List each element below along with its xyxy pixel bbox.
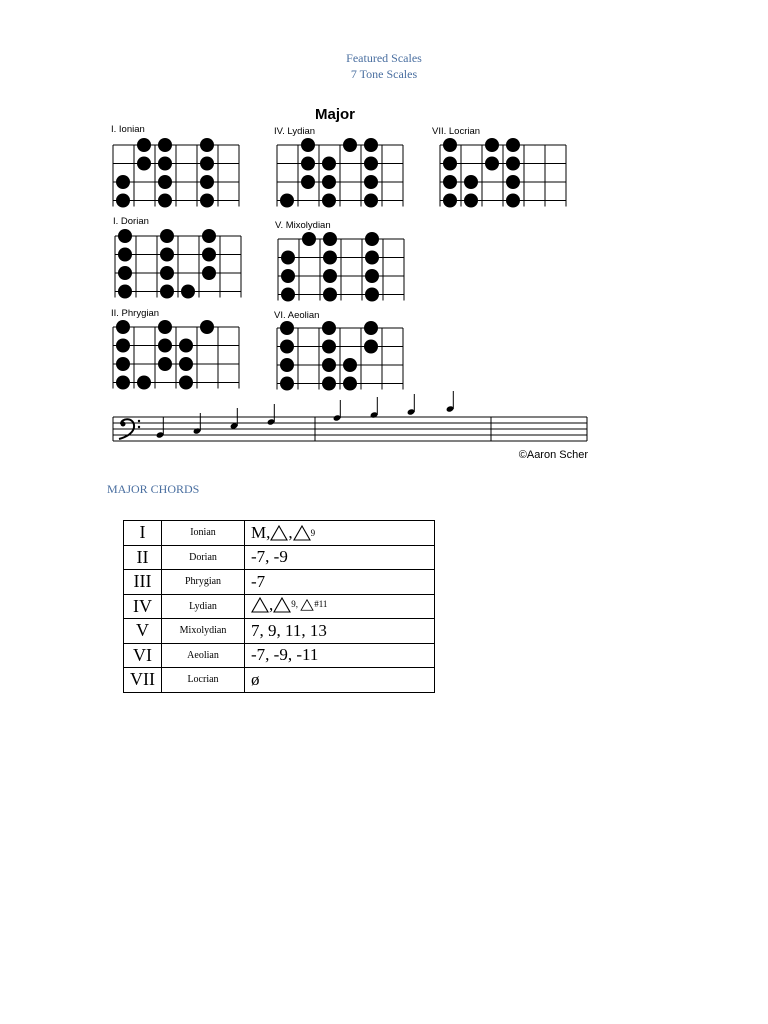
finger-dot	[137, 376, 151, 390]
table-row	[124, 570, 435, 595]
finger-dot	[343, 377, 357, 391]
finger-dot	[365, 269, 379, 283]
finger-dot	[443, 157, 457, 171]
chord-symbols: , 9, #11	[245, 594, 435, 619]
fretboard-phrygian	[111, 308, 239, 390]
finger-dot	[116, 194, 130, 208]
finger-dot	[116, 339, 130, 353]
finger-dot	[506, 175, 520, 189]
finger-dot	[179, 357, 193, 371]
scale-figure	[0, 0, 768, 470]
finger-dot	[485, 138, 499, 152]
chord-symbols: -7	[245, 570, 435, 595]
finger-dot	[200, 175, 214, 189]
finger-dot	[322, 321, 336, 335]
finger-dot	[323, 232, 337, 246]
table-row	[124, 521, 435, 546]
finger-dot	[160, 248, 174, 262]
chord-symbols: ø	[245, 668, 435, 693]
finger-dot	[343, 358, 357, 372]
finger-dot	[302, 232, 316, 246]
finger-dot	[323, 269, 337, 283]
table-row	[124, 668, 435, 693]
chord-symbols: -7, -9, -11	[245, 643, 435, 668]
finger-dot	[364, 138, 378, 152]
finger-dot	[281, 269, 295, 283]
finger-dot	[200, 320, 214, 334]
table-row	[124, 545, 435, 570]
finger-dot	[506, 157, 520, 171]
mode-name: Lydian	[162, 594, 245, 619]
diagram-label: IV. Lydian	[274, 126, 316, 137]
finger-dot	[200, 138, 214, 152]
mode-name: Aeolian	[162, 643, 245, 668]
finger-dot	[116, 357, 130, 371]
finger-dot	[365, 251, 379, 265]
finger-dot	[116, 320, 130, 334]
chord-symbols: -7, -9	[245, 545, 435, 570]
finger-dot	[322, 377, 336, 391]
finger-dot	[158, 320, 172, 334]
finger-dot	[158, 194, 172, 208]
finger-dot	[202, 266, 216, 280]
finger-dot	[118, 248, 132, 262]
bass-staff	[113, 391, 587, 441]
roman-numeral: VII	[124, 668, 162, 693]
finger-dot	[280, 358, 294, 372]
finger-dot	[464, 175, 478, 189]
finger-dot	[280, 377, 294, 391]
fretboard-locrian	[432, 126, 566, 208]
finger-dot	[280, 194, 294, 208]
finger-dot	[179, 339, 193, 353]
finger-dot	[301, 157, 315, 171]
finger-dot	[485, 157, 499, 171]
finger-dot	[301, 175, 315, 189]
finger-dot	[160, 285, 174, 299]
finger-dot	[364, 194, 378, 208]
doc-subtitle: 7 Tone Scales	[350, 67, 418, 81]
finger-dot	[281, 251, 295, 265]
section-title: MAJOR CHORDS	[107, 482, 200, 496]
finger-dot	[322, 157, 336, 171]
doc-title: Featured Scales	[346, 51, 422, 65]
chords-table	[123, 520, 435, 693]
finger-dot	[364, 340, 378, 354]
roman-numeral: I	[124, 521, 162, 546]
finger-dot	[116, 175, 130, 189]
diagram-label: V. Mixolydian	[275, 220, 331, 231]
finger-dot	[202, 229, 216, 243]
table-row	[124, 643, 435, 668]
finger-dot	[280, 340, 294, 354]
diagram-label: I. Dorian	[113, 216, 149, 227]
roman-numeral: II	[124, 545, 162, 570]
finger-dot	[322, 358, 336, 372]
finger-dot	[137, 138, 151, 152]
mode-name: Mixolydian	[162, 619, 245, 644]
finger-dot	[200, 157, 214, 171]
finger-dot	[158, 175, 172, 189]
roman-numeral: IV	[124, 594, 162, 619]
finger-dot	[158, 157, 172, 171]
finger-dot	[443, 175, 457, 189]
finger-dot	[443, 138, 457, 152]
finger-dot	[202, 248, 216, 262]
diagram-label: VI. Aeolian	[274, 310, 320, 321]
finger-dot	[364, 157, 378, 171]
finger-dot	[443, 194, 457, 208]
finger-dot	[365, 232, 379, 246]
roman-numeral: VI	[124, 643, 162, 668]
finger-dot	[364, 175, 378, 189]
finger-dot	[116, 376, 130, 390]
finger-dot	[323, 251, 337, 265]
roman-numeral: V	[124, 619, 162, 644]
finger-dot	[364, 321, 378, 335]
figure-title: Major	[314, 106, 356, 123]
fretboard-lydian	[274, 126, 403, 208]
finger-dot	[464, 194, 478, 208]
finger-dot	[200, 194, 214, 208]
finger-dot	[158, 339, 172, 353]
diagram-label: VII. Locrian	[432, 126, 481, 137]
finger-dot	[301, 138, 315, 152]
finger-dot	[322, 175, 336, 189]
finger-dot	[343, 138, 357, 152]
fretboard-mixolydian	[275, 220, 404, 302]
fretboard-dorian	[113, 216, 241, 299]
diagram-label: I. Ionian	[111, 124, 145, 135]
mode-name: Phrygian	[162, 570, 245, 595]
roman-numeral: III	[124, 570, 162, 595]
chord-symbols: M, , 9	[245, 521, 435, 546]
finger-dot	[280, 321, 294, 335]
mode-name: Dorian	[162, 545, 245, 570]
table-row	[124, 594, 435, 619]
finger-dot	[179, 376, 193, 390]
finger-dot	[118, 229, 132, 243]
finger-dot	[365, 288, 379, 302]
finger-dot	[118, 266, 132, 280]
finger-dot	[118, 285, 132, 299]
fretboard-aeolian	[274, 310, 403, 391]
table-row	[124, 619, 435, 644]
finger-dot	[158, 357, 172, 371]
finger-dot	[323, 288, 337, 302]
finger-dot	[158, 138, 172, 152]
finger-dot	[160, 229, 174, 243]
finger-dot	[322, 194, 336, 208]
mode-name: Locrian	[162, 668, 245, 693]
finger-dot	[322, 340, 336, 354]
copyright-label: ©Aaron Scher	[518, 449, 588, 461]
mode-name: Ionian	[162, 521, 245, 546]
finger-dot	[281, 288, 295, 302]
finger-dot	[160, 266, 174, 280]
finger-dot	[137, 157, 151, 171]
diagram-label: II. Phrygian	[111, 308, 160, 319]
finger-dot	[181, 285, 195, 299]
finger-dot	[506, 194, 520, 208]
chord-symbols: 7, 9, 11, 13	[245, 619, 435, 644]
finger-dot	[506, 138, 520, 152]
fretboard-ionian	[111, 124, 239, 208]
